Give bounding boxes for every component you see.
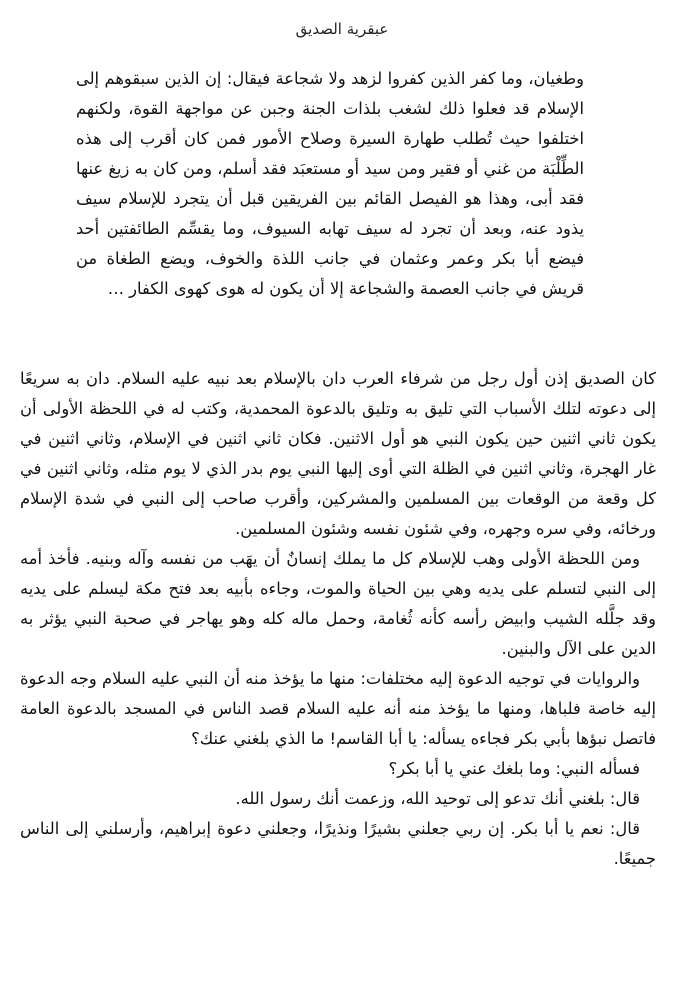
running-header: عبقرية الصديق <box>295 20 389 38</box>
paragraph: كان الصديق إذن أول رجل من شرفاء العرب دان بالإسلام بعد نبيه عليه السلام. دان به سريعًا إلى دعوته لتلك الأسباب التي تليق به وتليق بالدعوة المحمدية، وكتب له في اللحظة الأولى أن يكون ثاني اثنين حين يكون النبي هو أول الاثنين. فكان ثاني اثنين في الإسلام، وثاني اثنين في غار الهجرة، وثاني اثنين في الظلة التي أوى إليها النبي يوم بدر الذي لا يوم مثله، وثاني اثنين في كل وقعة من الوقعات بين المسلمين والمشركين، وأقرب صاحب إلى النبي في شدة الإسلام ورخائه، وفي سره وجهره، وفي شئون نفسه وشئون المسلمين. <box>20 369 656 538</box>
body-text <box>20 364 656 874</box>
dialogue-line: قال: بلغني أنك تدعو إلى توحيد الله، وزعمت أنك رسول الله. <box>235 789 640 808</box>
dialogue-line: فسأله النبي: وما بلغك عني يا أبا بكر؟ <box>388 759 640 778</box>
dialogue-line: قال: نعم يا أبا بكر. إن ربي جعلني بشيرًا ونذيرًا، وجعلني دعوة إبراهيم، وأرسلني إلى الناس جميعًا. <box>20 819 656 868</box>
paragraph: ومن اللحظة الأولى وهب للإسلام كل ما يملك إنسانٌ أن يهَب من نفسه وآله وبنيه. فأخذ أمه إلى النبي لتسلم على يديه وهي بين الحياة والموت، وجاءه بأبيه بعد فتح مكة ليسلم على يديه وقد جلَّله الشيب وابيض رأسه كأنه ثُغامة، وحمل ماله كله وهو يهاجر في صحبة النبي يؤثر به الدين على الآل والبنين. <box>20 549 656 658</box>
paragraph: والروايات في توجيه الدعوة إليه مختلفات: منها ما يؤخذ منه أن النبي عليه السلام وجه الدعوة إليه خاصة فلباها، ومنها ما يؤخذ منه أنه عليه السلام قصد الناس في المسجد بالدعوة العامة فاتصل نبؤها بأبي بكر فجاءه يسأله: يا أبا القاسم! ما الذي بلغني عنك؟ <box>20 669 656 748</box>
quoted-passage: وطغيان، وما كفر الذين كفروا لزهد ولا شجاعة فيقال: إن الذين سبقوهم إلى الإسلام قد فعلوا ذلك لشغب بلذات الجنة وجبن عن مواجهة القوة، ولكنهم اختلفوا حيث تُطلب طهارة السيرة وصلاح الأمور فمن كان أقرب إلى هذه الطِّلْبَة من غني أو فقير ومن سيد أو مستعبَد فقد أسلم، ومن كان به زيغ عنها فقد أبى، وهذا هو الفيصل القائم بين الفريقين قبل أن يتجرد للإسلام سيف يذود عنه، وبعد أن تجرد له سيف تهابه السيوف، وما يقسِّم الطائفتين أحد فيضع أبا بكر وعمر وعثمان في جانب اللذة والخوف، ويضع الطغاة من قريش في جانب العصمة والشجاعة إلا أن يكون له هوى كهوى الكفار … <box>76 69 584 298</box>
